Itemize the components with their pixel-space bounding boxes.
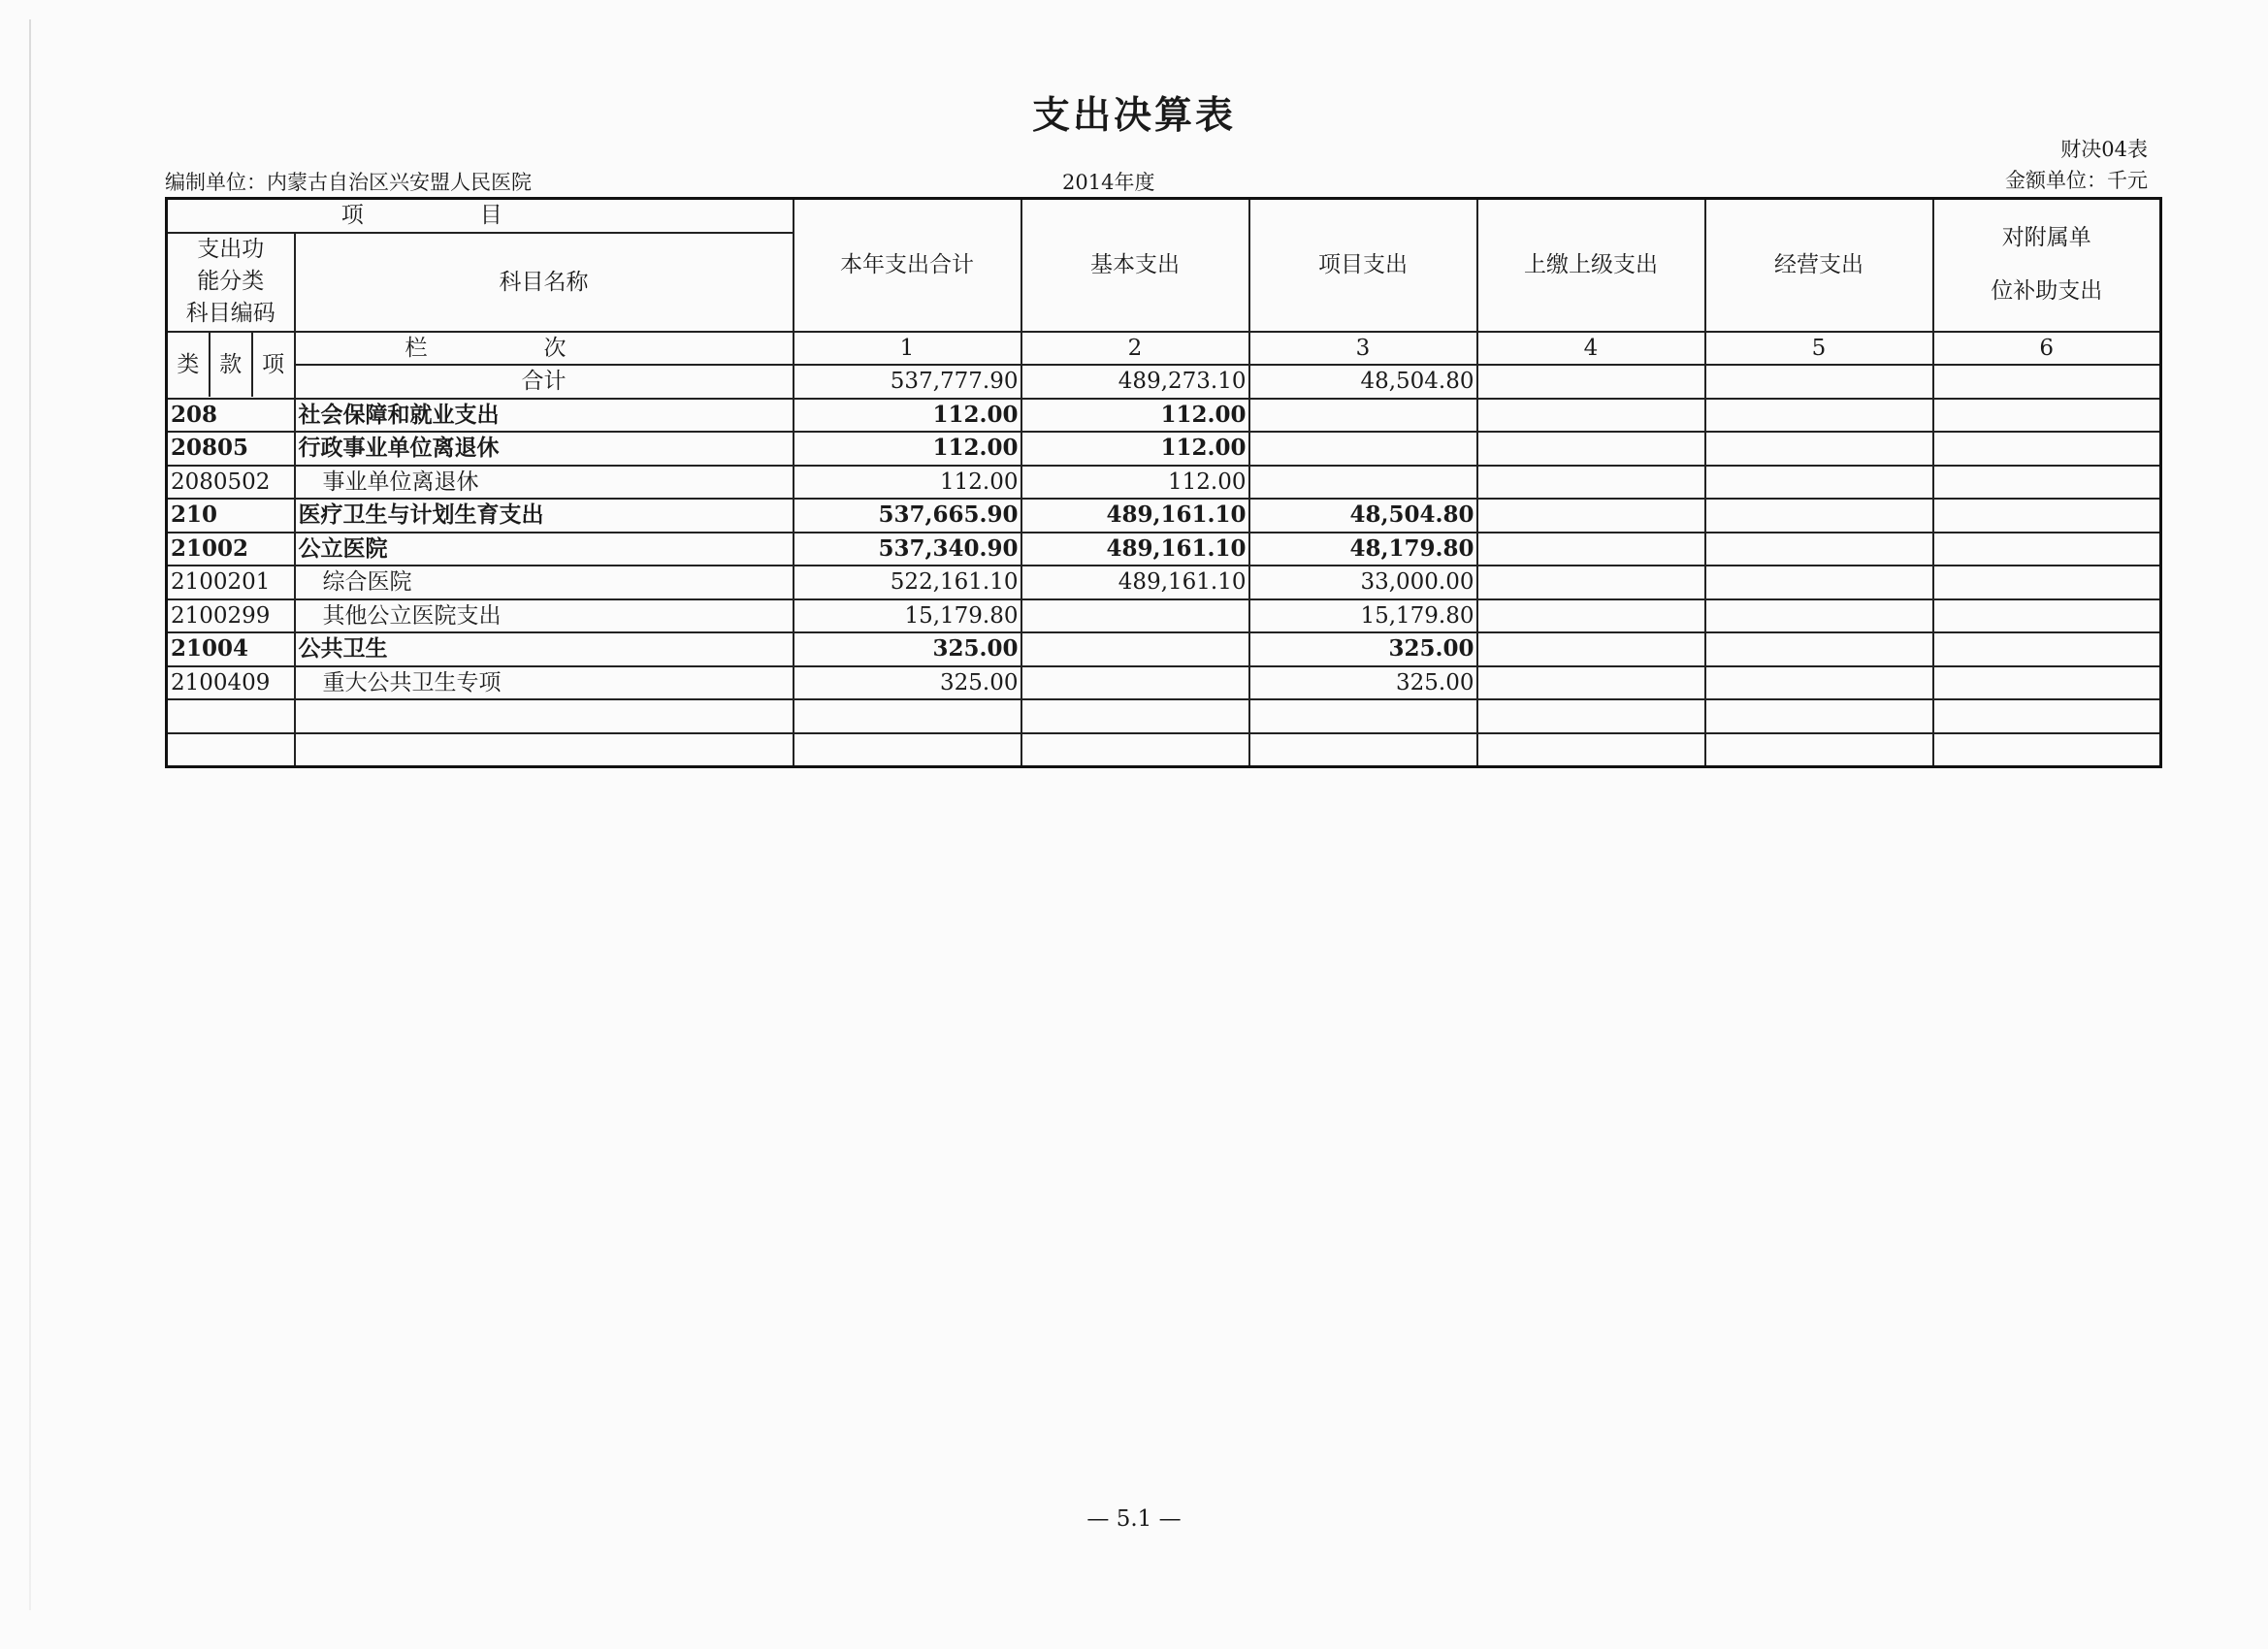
row-subject-name: 综合医院	[295, 566, 794, 599]
table-row	[167, 666, 2161, 700]
blank-cell	[295, 733, 794, 767]
blank-cell	[1021, 699, 1249, 733]
row-value-3: 33,000.00	[1249, 566, 1477, 599]
row-value-4	[1477, 533, 1705, 566]
column-header-5: 经营支出	[1705, 199, 1933, 332]
header-item-label: 项目	[167, 199, 794, 233]
row-value-1: 537,665.90	[794, 499, 1021, 533]
blank-cell	[295, 699, 794, 733]
row-value-5	[1705, 566, 1933, 599]
code-level-category: 类	[168, 333, 211, 397]
total-value-2: 489,273.10	[1021, 365, 1249, 399]
total-value-5	[1705, 365, 1933, 399]
row-value-2: 112.00	[1021, 466, 1249, 500]
row-value-3	[1249, 432, 1477, 466]
column-number-5: 5	[1705, 332, 1933, 366]
row-value-3: 48,504.80	[1249, 499, 1477, 533]
row-value-4	[1477, 466, 1705, 500]
subject-name-header: 科目名称	[295, 233, 794, 332]
row-value-2: 489,161.10	[1021, 533, 1249, 566]
row-value-5	[1705, 666, 1933, 700]
blank-cell	[794, 733, 1021, 767]
row-value-4	[1477, 499, 1705, 533]
column-header-3: 项目支出	[1249, 199, 1477, 332]
total-label: 合计	[295, 365, 794, 399]
table-row	[167, 599, 2161, 633]
blank-cell	[1705, 699, 1933, 733]
column-number-6: 6	[1933, 332, 2161, 366]
column-number-3: 3	[1249, 332, 1477, 366]
column-number-2: 2	[1021, 332, 1249, 366]
row-code: 2100299	[167, 599, 295, 633]
blank-cell	[1021, 733, 1249, 767]
total-row	[167, 365, 2161, 399]
row-value-2: 489,161.10	[1021, 566, 1249, 599]
column-header-6	[1933, 199, 2161, 332]
row-value-1: 112.00	[794, 466, 1021, 500]
blank-rows	[167, 699, 2161, 767]
row-subject-name: 事业单位离退休	[295, 466, 794, 500]
row-value-4	[1477, 399, 1705, 433]
header-row-item	[167, 199, 2161, 233]
row-value-6	[1933, 533, 2161, 566]
column-number-1: 1	[794, 332, 1021, 366]
row-value-1: 112.00	[794, 399, 1021, 433]
table-row	[167, 632, 2161, 666]
row-value-3: 15,179.80	[1249, 599, 1477, 633]
blank-cell	[1249, 699, 1477, 733]
row-value-2	[1021, 632, 1249, 666]
row-value-3: 48,179.80	[1249, 533, 1477, 566]
form-code: 财决04表	[2060, 138, 2148, 161]
row-value-1: 112.00	[794, 432, 1021, 466]
row-value-2: 112.00	[1021, 432, 1249, 466]
column-header-6-line-1: 对附属单	[2001, 225, 2091, 251]
blank-cell	[167, 733, 295, 767]
table-row	[167, 432, 2161, 466]
blank-cell	[167, 699, 295, 733]
blank-cell	[1933, 699, 2161, 733]
row-value-6	[1933, 666, 2161, 700]
blank-cell	[1249, 733, 1477, 767]
report-year: 2014年度	[1062, 171, 1155, 194]
row-value-2: 112.00	[1021, 399, 1249, 433]
row-value-3: 325.00	[1249, 632, 1477, 666]
total-value-4	[1477, 365, 1705, 399]
row-subject-name: 其他公立医院支出	[295, 599, 794, 633]
column-header-1: 本年支出合计	[794, 199, 1021, 332]
expenditure-table	[165, 197, 2162, 768]
row-value-5	[1705, 599, 1933, 633]
row-value-3: 325.00	[1249, 666, 1477, 700]
row-value-4	[1477, 666, 1705, 700]
row-value-1: 537,340.90	[794, 533, 1021, 566]
row-value-4	[1477, 566, 1705, 599]
code-group-line-3: 科目编码	[185, 301, 275, 326]
row-subject-name: 社会保障和就业支出	[295, 399, 794, 433]
reporting-unit: 编制单位：内蒙古自治区兴安盟人民医院	[165, 171, 532, 194]
table-row	[167, 466, 2161, 500]
row-subject-name: 行政事业单位离退休	[295, 432, 794, 466]
row-subject-name: 重大公共卫生专项	[295, 666, 794, 700]
column-header-4: 上缴上级支出	[1477, 199, 1705, 332]
row-value-5	[1705, 632, 1933, 666]
row-subject-name: 公共卫生	[295, 632, 794, 666]
code-group-line-1: 支出功	[197, 237, 265, 262]
total-value-6	[1933, 365, 2161, 399]
row-value-1: 325.00	[794, 666, 1021, 700]
row-code: 208	[167, 399, 295, 433]
row-value-4	[1477, 632, 1705, 666]
table-row	[167, 566, 2161, 599]
blank-cell	[1477, 699, 1705, 733]
row-value-6	[1933, 399, 2161, 433]
code-group-header	[167, 233, 295, 332]
total-value-3: 48,504.80	[1249, 365, 1477, 399]
row-code: 2080502	[167, 466, 295, 500]
blank-row	[167, 699, 2161, 733]
header-row-index	[167, 332, 2161, 366]
row-value-6	[1933, 566, 2161, 599]
total-value-1: 537,777.90	[794, 365, 1021, 399]
row-code: 21002	[167, 533, 295, 566]
blank-cell	[1477, 733, 1705, 767]
row-value-6	[1933, 599, 2161, 633]
row-code: 2100201	[167, 566, 295, 599]
row-subject-name: 公立医院	[295, 533, 794, 566]
row-value-1: 522,161.10	[794, 566, 1021, 599]
blank-row	[167, 733, 2161, 767]
page-number: — 5.1 —	[1086, 1506, 1182, 1532]
row-value-5	[1705, 499, 1933, 533]
row-value-1: 15,179.80	[794, 599, 1021, 633]
row-value-2	[1021, 599, 1249, 633]
row-value-4	[1477, 432, 1705, 466]
column-number-4: 4	[1477, 332, 1705, 366]
row-value-1: 325.00	[794, 632, 1021, 666]
table-row	[167, 533, 2161, 566]
row-value-5	[1705, 533, 1933, 566]
row-value-2	[1021, 666, 1249, 700]
row-value-5	[1705, 432, 1933, 466]
row-value-6	[1933, 632, 2161, 666]
row-code: 21004	[167, 632, 295, 666]
data-rows	[167, 399, 2161, 700]
row-value-3	[1249, 466, 1477, 500]
code-level-section: 款	[211, 333, 253, 397]
code-levels-header	[167, 332, 295, 399]
row-value-4	[1477, 599, 1705, 633]
blank-cell	[794, 699, 1021, 733]
column-index-label: 栏次	[295, 332, 794, 366]
row-value-6	[1933, 432, 2161, 466]
table-row	[167, 499, 2161, 533]
page-title: 支出决算表	[1031, 94, 1236, 138]
code-group-line-2: 能分类	[197, 269, 265, 294]
row-value-5	[1705, 399, 1933, 433]
row-value-6	[1933, 499, 2161, 533]
row-code: 20805	[167, 432, 295, 466]
amount-unit: 金额单位：千元	[2005, 169, 2148, 192]
row-subject-name: 医疗卫生与计划生育支出	[295, 499, 794, 533]
table-row	[167, 399, 2161, 433]
column-header-2: 基本支出	[1021, 199, 1249, 332]
row-code: 210	[167, 499, 295, 533]
row-value-5	[1705, 466, 1933, 500]
row-code: 2100409	[167, 666, 295, 700]
row-value-3	[1249, 399, 1477, 433]
scan-edge	[29, 19, 31, 1610]
row-value-2: 489,161.10	[1021, 499, 1249, 533]
row-value-6	[1933, 466, 2161, 500]
blank-cell	[1933, 733, 2161, 767]
column-header-6-line-2: 位补助支出	[1991, 278, 2103, 305]
code-level-item: 项	[262, 352, 285, 377]
blank-cell	[1705, 733, 1933, 767]
